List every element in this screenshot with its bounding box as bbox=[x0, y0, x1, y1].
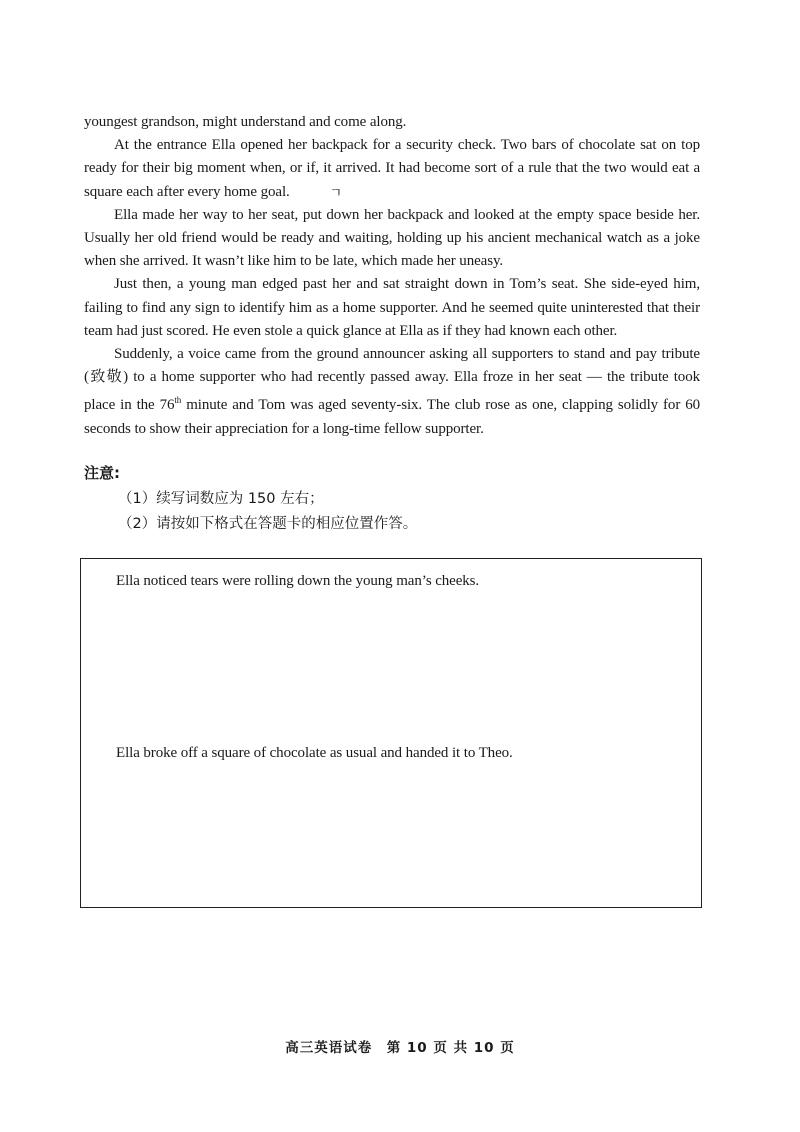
story-passage bbox=[84, 111, 700, 441]
answer-box[interactable] bbox=[80, 558, 702, 908]
paragraph-5 bbox=[84, 343, 700, 441]
paragraph-2 bbox=[84, 134, 700, 204]
paragraph-5-text-b: minute and Tom was aged seventy-six. The club rose as one, clapping solidly for 60 seconds to show their appreciation for a long-time fellow supporter. bbox=[84, 397, 700, 437]
note-item-2: （2）请按如下格式在答题卡的相应位置作答。 bbox=[118, 516, 418, 532]
note-item-1: （1）续写词数应为 150 左右； bbox=[118, 491, 324, 507]
notes-section bbox=[84, 462, 704, 537]
paragraph-5-text-a: Suddenly, a voice came from the ground announcer asking all supporters to stand and pay tribute (致敬) to a home supporter who had recently passed away. Ella froze in her seat — the tribute took place in the 76 bbox=[84, 346, 700, 414]
answer-box-opening-line-1: Ella noticed tears were rolling down the young man’s cheeks. bbox=[116, 573, 480, 589]
notes-title: 注意: bbox=[84, 464, 120, 482]
answer-box-opening-line-2: Ella broke off a square of chocolate as usual and handed it to Theo. bbox=[116, 745, 513, 761]
paragraph-1: youngest grandson, might understand and come along. bbox=[84, 114, 407, 130]
paragraph-2-text: At the entrance Ella opened her backpack for a security check. Two bars of chocolate sat on top ready for their big moment when, or if, it arrived. It had become sort of a rule that the two would eat a square each after every home goal. bbox=[84, 137, 700, 200]
paragraph-4: Just then, a young man edged past her and sat straight down in Tom’s seat. She side-eyed him, failing to find any sign to identify him as a home supporter. And he seemed quite uninterested that their team had just scored. He even stole a quick glance at Ella as if they had known each other. bbox=[84, 276, 700, 339]
margin-mark: ㄱ bbox=[329, 185, 343, 201]
ordinal-suffix: th bbox=[174, 395, 182, 406]
paragraph-3: Ella made her way to her seat, put down her backpack and looked at the empty space beside her. Usually her old friend would be ready and waiting, holding up his ancient mechanical watch as a joke when she arrived. It wasn’t like him to be late, which made her uneasy. bbox=[84, 206, 700, 270]
page-footer: 高三英语试卷 第 10 页 共 10 页 bbox=[285, 1040, 515, 1056]
